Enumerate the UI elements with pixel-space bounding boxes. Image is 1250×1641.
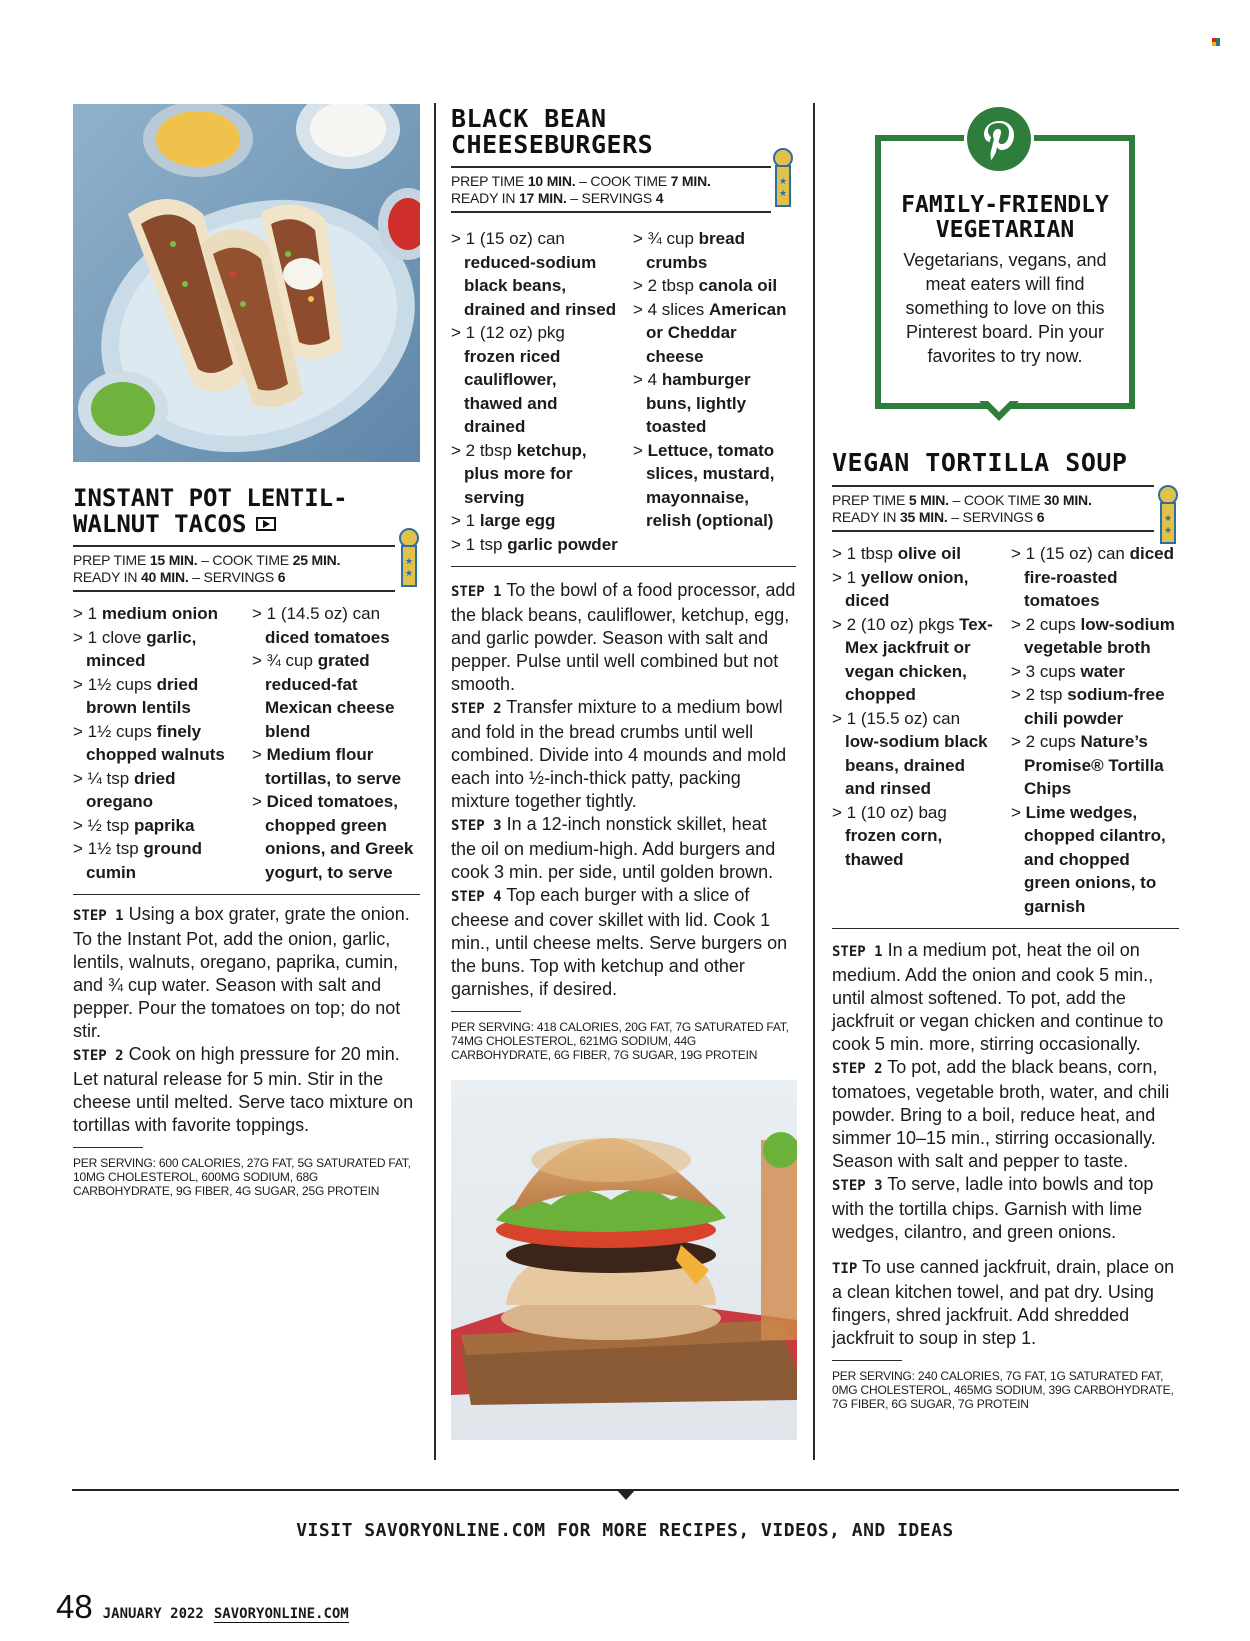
footer-cta-link[interactable]: VISIT SAVORYONLINE.COM FOR MORE RECIPES, VIDEOS, AND IDEAS (296, 1520, 954, 1541)
tacos-steps (73, 903, 420, 1137)
step-text: To pot, add the black beans, corn, tomatoes, vegetable broth, water, and chili powder. Bring to a boil, reduce heat, and simmer 10–15 min., stirring occasionally. Season with salt and pepper to taste. (832, 1057, 1170, 1171)
recipe-step (832, 1056, 1179, 1173)
ingredient-item (633, 274, 796, 298)
step-label: STEP 2 (73, 1048, 124, 1064)
ingredient-quantity: > 1 tbsp (832, 544, 898, 563)
burgers-steps (451, 579, 796, 1001)
ingredient-item (73, 767, 238, 814)
ingredient-quantity: > ¾ cup (632, 229, 699, 248)
soup-cook-time: 30 MIN. (1044, 492, 1092, 508)
ingredient-quantity: > 4 (632, 370, 662, 389)
ingredient-item (1011, 730, 1179, 801)
ingredient-quantity: > ¾ cup (252, 651, 318, 670)
recipe-step (832, 1173, 1179, 1244)
step-text: Transfer mixture to a medium bowl and fold in the bread crumbs until well combined. Divide into 4 mounds and mold each into ½-inch-thick patty, packing mixture together tightly. (451, 697, 787, 811)
ingredient-quantity: > 1 clove (73, 627, 147, 647)
ingredient-item (73, 673, 238, 720)
ingredient-item (451, 533, 619, 557)
column-rule-left (434, 103, 436, 1460)
burgers-servings: 4 (655, 190, 664, 206)
recipe-step (451, 884, 796, 1001)
pinterest-title-line1: FAMILY-FRIENDLY (901, 192, 1109, 218)
ingredient-item (252, 790, 420, 884)
ingredient-item (832, 613, 997, 707)
tacos-cook-time: 25 MIN. (292, 552, 341, 568)
ingredient-quantity: > 1½ tsp (73, 839, 144, 858)
burgers-recipe (451, 106, 796, 1062)
pinterest-pointer-icon (979, 401, 1019, 423)
burgers-nutrition: PER SERVING: 418 CALORIES, 20G FAT, 7G SATURATED FAT, 74MG CHOLESTEROL, 621MG SODIUM, 44G CARBOHYDRATE, 6G FIBER, 7G SUGAR, 19G PROTEIN (451, 1020, 789, 1062)
ingredient-quantity: > 1 (12 oz) pkg (451, 323, 565, 342)
tip-text: To use canned jackfruit, drain, place on a clean kitchen towel, and pat dry. Using fingers, shred jackfruit. Add shredded jackfruit to soup in step 1. (832, 1257, 1175, 1348)
ingredient-name: dried brown lentils (86, 674, 199, 717)
ingredient-quantity: > 1 (73, 604, 102, 623)
ingredient-item (832, 566, 997, 613)
tacos-title (73, 485, 420, 537)
ingredient-name: water (1080, 661, 1125, 681)
tacos-ready-time: 40 MIN. (140, 569, 189, 585)
recipe-step (451, 696, 796, 813)
burgers-title-line2: CHEESEBURGERS (451, 130, 654, 159)
ingredient-name: American or Cheddar cheese (645, 299, 787, 366)
tacos-ingredients-col2 (252, 602, 420, 884)
step-text: To serve, ladle into bowls and top with the tortilla chips. Garnish with lime wedges, cilantro, and green onions. (832, 1174, 1154, 1242)
ingredient-quantity: > (632, 440, 648, 460)
pinterest-icon[interactable] (964, 104, 1034, 174)
burgers-title-line1: BLACK BEAN (451, 104, 607, 133)
ingredient-quantity: > 1½ cups (73, 721, 157, 741)
ingredient-name: Diced tomatoes, chopped green onions, and Greek yogurt, to serve (265, 792, 414, 882)
ingredient-name: frozen corn, thawed (845, 826, 943, 869)
ingredient-name: dried oregano (86, 768, 176, 811)
ingredient-quantity: > 1 (832, 567, 861, 587)
tacos-photo (73, 104, 420, 462)
play-icon[interactable] (256, 517, 276, 531)
recipe-step (73, 1043, 420, 1137)
ingredient-quantity: > 2 tbsp (632, 276, 699, 295)
folio (56, 1588, 349, 1626)
corner-logo-icon (1212, 33, 1220, 41)
ingredient-quantity: > 1 (15 oz) can (451, 229, 565, 248)
svg-text:★: ★ (404, 556, 414, 566)
ingredient-name: garlic powder (507, 534, 618, 554)
ingredient-item (451, 439, 619, 510)
column-rule-right (813, 103, 815, 1460)
ingredient-quantity: > (1011, 802, 1026, 822)
svg-text:★: ★ (778, 176, 788, 186)
ingredient-name: ketchup, plus more for serving (464, 440, 587, 507)
burgers-ingredients (451, 227, 796, 556)
tip-label: TIP (832, 1261, 858, 1277)
ingredient-item (832, 542, 997, 566)
tacos-ingredients-col1 (73, 602, 238, 884)
ingredient-name: grated reduced-fat Mexican cheese blend (265, 651, 395, 741)
ingredient-name: Medium flour tortillas, to serve (265, 745, 402, 788)
ingredient-name: canola oil (698, 276, 778, 295)
step-label: STEP 4 (451, 889, 502, 905)
ingredient-name: diced tomatoes (265, 627, 390, 647)
ingredient-name: bread crumbs (645, 229, 745, 272)
soup-ready-time: 35 MIN. (899, 509, 948, 525)
ingredient-item (252, 602, 420, 649)
ingredient-item (1011, 660, 1179, 684)
ingredient-item (73, 720, 238, 767)
step-label: STEP 3 (451, 818, 502, 834)
ingredient-name: sodium-free chili powder (1024, 685, 1165, 728)
ingredient-item (73, 626, 238, 673)
recipe-step (73, 903, 420, 1043)
ingredient-name: Tex-Mex jackfruit or vegan chicken, chopped (845, 614, 993, 704)
tacos-prep-time: 15 MIN. (149, 552, 198, 568)
step-text: Top each burger with a slice of cheese and cover skillet with lid. Cook 1 min., until cheese melts. Serve burgers on the buns. Top with ketchup and other garnishes, if desired. (451, 885, 788, 999)
burgers-ready-time: 17 MIN. (518, 190, 567, 206)
soup-ingredients-col1 (832, 542, 997, 918)
issue-date: JANUARY 2022 (102, 1606, 204, 1622)
burgers-meta: PREP TIME 10 MIN. – COOK TIME 7 MIN. READY IN 17 MIN. – SERVINGS 4 (451, 166, 771, 213)
ingredient-quantity: > 3 cups (1011, 661, 1081, 681)
step-text: Using a box grater, grate the onion. To the Instant Pot, add the onion, garlic, lentils, walnuts, oregano, paprika, cumin, and ¾ cup water. Season with salt and pepper. Pour the tomatoes on top; do not stir. (73, 904, 410, 1041)
step-label: STEP 1 (451, 584, 502, 600)
ingredient-item (73, 814, 238, 838)
ingredient-name: large egg (479, 511, 556, 530)
tacos-ingredients (73, 602, 420, 884)
ingredient-quantity: > 1 (15.5 oz) can (832, 708, 961, 728)
ingredient-name: paprika (133, 815, 195, 835)
ingredient-name: hamburger buns, lightly toasted (645, 370, 751, 436)
pinterest-body: Vegetarians, vegans, and meat eaters will find something to love on this Pinterest board. Pin your favorites to try now. (903, 250, 1107, 366)
tacos-title-line1: INSTANT POT LENTIL- (73, 484, 348, 512)
soup-ingredients-col2 (1011, 542, 1179, 918)
ingredient-quantity: > ¼ tsp (73, 768, 134, 788)
recipe-step (451, 579, 796, 696)
burgers-prep-time: 10 MIN. (527, 173, 576, 189)
svg-text:★: ★ (404, 568, 414, 578)
ingredient-item (633, 368, 796, 439)
ingredient-quantity: > 1½ cups (73, 674, 157, 694)
pinterest-title (881, 193, 1129, 243)
soup-servings: 6 (1036, 509, 1045, 525)
burgers-title (451, 106, 796, 158)
step-text: In a 12-inch nonstick skillet, heat the oil on medium-high. Add burgers and cook 3 min. per side, until golden brown. (451, 814, 776, 882)
ingredient-name: Nature’s Promise® Tortilla Chips (1024, 732, 1164, 798)
ingredient-item (832, 801, 997, 872)
step-label: STEP 1 (73, 908, 124, 924)
ingredient-name: ground cumin (86, 839, 202, 882)
step-label: STEP 2 (832, 1061, 883, 1077)
ingredient-quantity: > 2 tsp (1011, 685, 1068, 704)
ingredient-quantity: > 1 tsp (451, 534, 508, 554)
pinterest-callout[interactable] (875, 135, 1135, 409)
ingredient-quantity: > ½ tsp (73, 815, 134, 835)
soup-tip (832, 1256, 1179, 1350)
ingredient-quantity: > 4 slices (632, 299, 710, 319)
recipe-step (832, 939, 1179, 1056)
ingredient-item (1011, 542, 1179, 613)
ingredient-name: Lime wedges, chopped cilantro, and chopped green onions, to garnish (1024, 802, 1166, 916)
burger-photo (451, 1080, 797, 1440)
pinterest-title-line2: VEGETARIAN (935, 217, 1075, 243)
ingredient-quantity: > 2 (10 oz) pkgs (832, 614, 960, 634)
svg-text:★: ★ (778, 188, 788, 198)
step-text: To the bowl of a food processor, add the black beans, cauliflower, ketchup, egg, and garlic powder. Season with salt and pepper. Pulse until well combined but not smooth. (451, 580, 796, 694)
ingredient-item (451, 321, 619, 439)
soup-ingredients (832, 542, 1179, 918)
soup-steps (832, 939, 1179, 1244)
ingredient-name: olive oil (897, 544, 961, 563)
ingredient-item (73, 602, 238, 626)
ingredient-item (252, 649, 420, 743)
soup-prep-time: 5 MIN. (908, 492, 949, 508)
ingredient-name: Lettuce, tomato slices, mustard, mayonnaise, relish (optional) (645, 440, 775, 530)
ingredient-item (1011, 613, 1179, 660)
ingredient-name: frozen riced cauliflower, thawed and drained (464, 346, 561, 436)
ingredient-item (451, 227, 619, 321)
soup-nutrition: PER SERVING: 240 CALORIES, 7G FAT, 1G SATURATED FAT, 0MG CHOLESTEROL, 465MG SODIUM, 39G CARBOHYDRATE, 7G FIBER, 6G SUGAR, 7G PROTEIN (832, 1369, 1174, 1411)
step-label: STEP 2 (451, 701, 502, 717)
page-number: 48 (56, 1588, 93, 1625)
tacos-servings: 6 (277, 569, 286, 585)
ingredient-quantity: > (252, 792, 267, 811)
ingredient-item (1011, 683, 1179, 730)
ingredient-item (252, 743, 420, 790)
soup-meta: PREP TIME 5 MIN. – COOK TIME 30 MIN. READY IN 35 MIN. – SERVINGS 6 (832, 485, 1154, 532)
ingredient-quantity: > 2 cups (1011, 614, 1081, 634)
ingredient-quantity: > 1 (15 oz) can (1011, 544, 1130, 563)
site-link[interactable]: SAVORYONLINE.COM (213, 1606, 349, 1622)
tacos-meta: PREP TIME 15 MIN. – COOK TIME 25 MIN. READY IN 40 MIN. – SERVINGS 6 (73, 545, 395, 592)
ingredient-item (633, 227, 796, 274)
ingredient-item (73, 837, 238, 884)
burgers-ingredients-col2 (633, 227, 796, 556)
ingredient-name: garlic, minced (86, 627, 197, 670)
footer-pointer-icon (616, 1488, 636, 1500)
tacos-nutrition: PER SERVING: 600 CALORIES, 27G FAT, 5G SATURATED FAT, 10MG CHOLESTEROL, 600MG SODIUM, 68G CARBOHYDRATE, 9G FIBER, 4G SUGAR, 25G PROTEIN (73, 1156, 411, 1198)
step-text: In a medium pot, heat the oil on medium. Add the onion and cook 5 min., until almost softened. To pot, add the jackfruit or vegan chicken and continue to cook 5 min. more, stirring occasionally. (832, 940, 1164, 1054)
ingredient-item (633, 439, 796, 533)
ingredient-quantity: > (252, 745, 267, 764)
tacos-title-line2: WALNUT TACOS (73, 510, 247, 538)
tacos-award-ribbon-icon (398, 528, 420, 593)
soup-title: VEGAN TORTILLA SOUP (832, 448, 1128, 477)
ingredient-name: finely chopped walnuts (86, 721, 225, 764)
ingredient-name: low-sodium black beans, drained and rinsed (845, 732, 988, 798)
ingredient-quantity: > 1 (14.5 oz) can (252, 604, 381, 623)
burgers-cook-time: 7 MIN. (670, 173, 711, 189)
burgers-ingredients-col1 (451, 227, 619, 556)
step-label: STEP 1 (832, 944, 883, 960)
burgers-award-ribbon-icon (772, 148, 794, 213)
ingredient-item (1011, 801, 1179, 919)
svg-text:★: ★ (1163, 513, 1173, 523)
ingredient-item (633, 298, 796, 369)
ingredient-quantity: > 2 tbsp (451, 440, 517, 460)
recipe-step (451, 813, 796, 884)
ingredient-name: diced fire-roasted tomatoes (1024, 544, 1174, 610)
ingredient-item (832, 707, 997, 801)
tacos-recipe (73, 485, 420, 1198)
ingredient-name: low-sodium vegetable broth (1024, 614, 1175, 657)
ingredient-quantity: > 1 (10 oz) bag (832, 802, 947, 822)
ingredient-quantity: > 2 cups (1011, 732, 1081, 751)
ingredient-name: reduced-sodium black beans, drained and rinsed (464, 252, 617, 319)
ingredient-name: medium onion (101, 604, 219, 623)
step-text: Cook on high pressure for 20 min. Let natural release for 5 min. Stir in the cheese until melted. Serve taco mixture on tortillas with favorite toppings. (73, 1044, 414, 1135)
ingredient-item (451, 509, 619, 533)
soup-recipe (832, 450, 1179, 1411)
ingredient-name: yellow onion, diced (845, 567, 969, 610)
step-label: STEP 3 (832, 1178, 883, 1194)
ingredient-quantity: > 1 (451, 511, 480, 530)
svg-text:★: ★ (1163, 525, 1173, 535)
